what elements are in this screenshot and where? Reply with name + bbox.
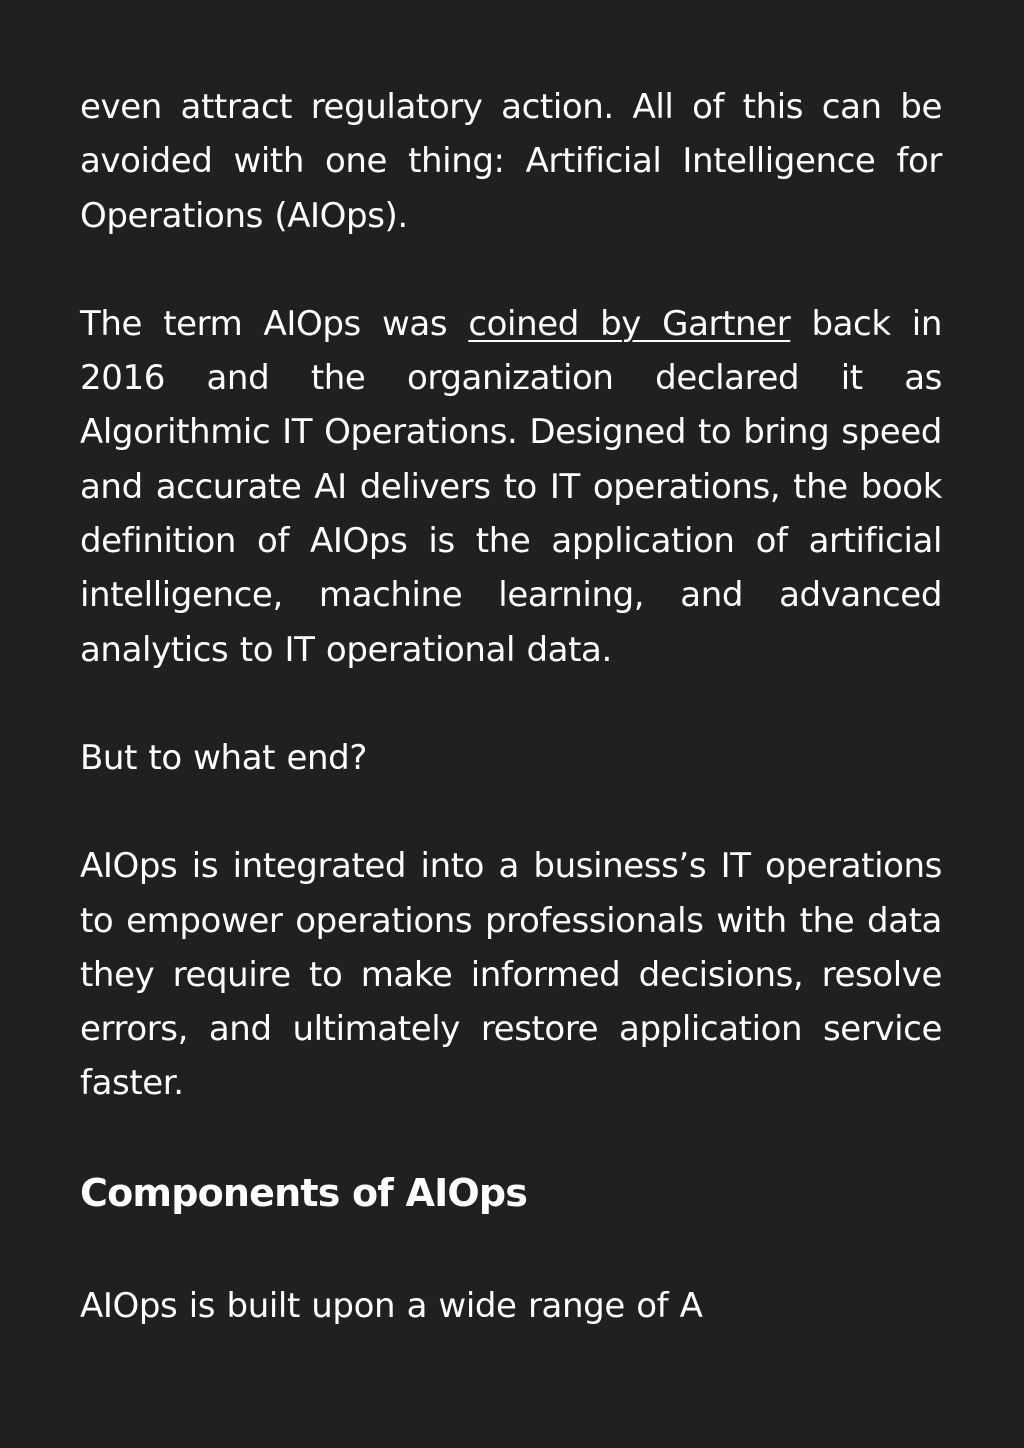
paragraph-text: back in 2016 and the organization declared it as Algorithmic IT Operations. Designed to bring speed and accurate AI delivers to IT operations, the book definition of AIOps is the application of artificial intelligence, machine learning, and advanced analytics to IT operational data. [80, 303, 942, 670]
paragraph-intro: even attract regulatory action. All of this can be avoided with one thing: Artificial Intelligence for Operations (AIOps). [80, 87, 942, 236]
paragraph-question: But to what end? [80, 737, 367, 778]
gartner-link[interactable]: coined by Gartner [468, 303, 791, 344]
section-heading: Components of AIOps [80, 1170, 528, 1215]
spacer [80, 1223, 942, 1279]
paragraph-components: AIOps is built upon a wide range of A [80, 1285, 703, 1326]
paragraph-text: The term AIOps was [80, 303, 469, 344]
document-page [80, 80, 942, 1333]
spacer [80, 677, 942, 731]
spacer [80, 1111, 942, 1163]
paragraph-aiops-definition [80, 297, 942, 677]
spacer [80, 243, 942, 297]
paragraph-aiops-purpose: AIOps is integrated into a business’s IT operations to empower operations professionals with the data they require to make informed decisions, resolve errors, and ultimately restore application service faster. [80, 846, 942, 1104]
spacer [80, 785, 942, 839]
